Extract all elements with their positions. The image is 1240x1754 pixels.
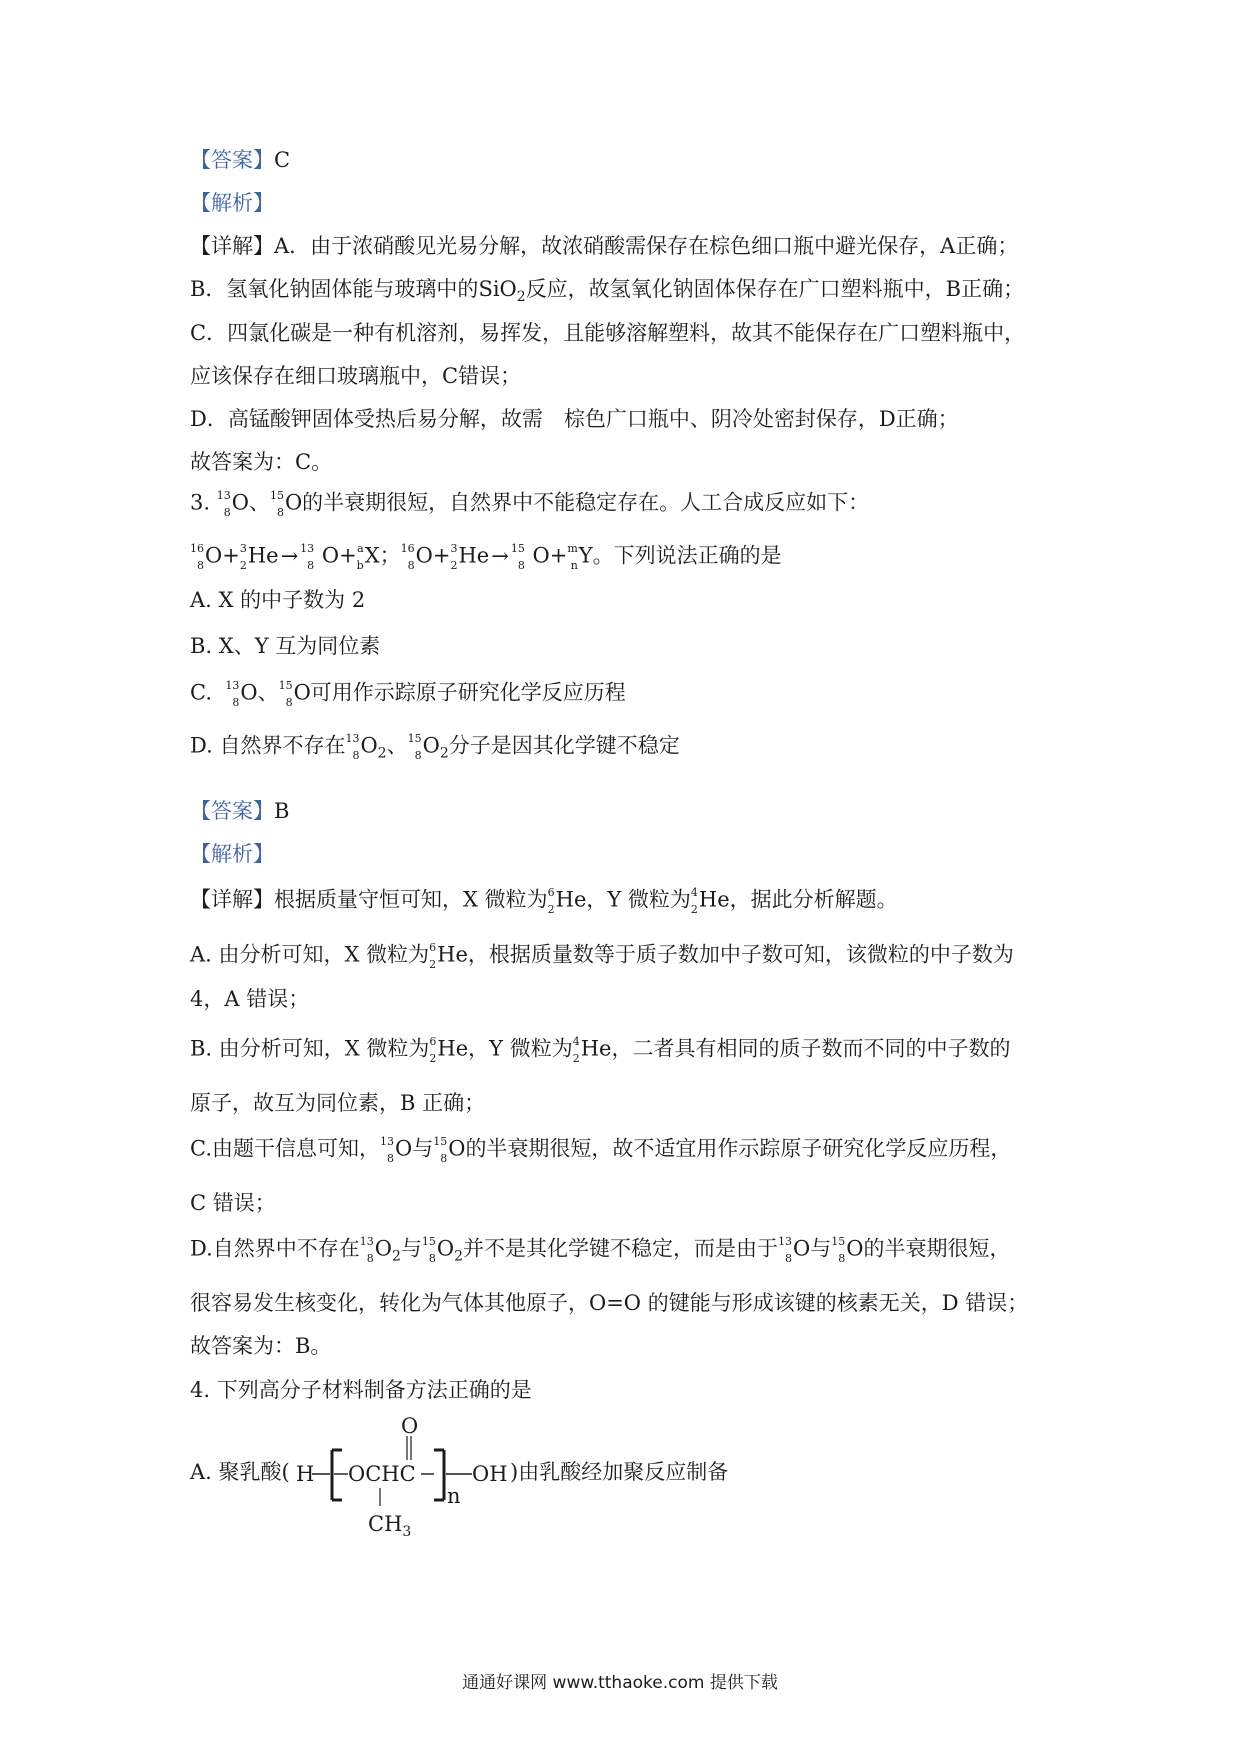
- q3-detail-d2: 很容易发生核变化，转化为气体其他原子，O=O 的键能与形成该键的核素无关，D 错误；: [190, 1291, 1029, 1315]
- iso-pre: 4 2: [572, 1035, 580, 1065]
- label: C.: [190, 680, 212, 705]
- q3-detail-b: B. 由分析可知，X 微粒为 6 2 He，Y 微粒为 4 2 He，二者具有相同的质子数而不同的中子数的: [190, 1035, 1011, 1065]
- q4-option-a-label: A. 聚乳酸(: [190, 1460, 290, 1484]
- sep: 、: [386, 733, 408, 758]
- iso-pre: 16 8: [400, 542, 415, 572]
- q4-option-a-text: )由乳酸经加聚反应制备: [510, 1460, 729, 1484]
- text: 。下列说法正确的是: [592, 543, 782, 568]
- text: 分子是因其化学键不稳定: [448, 733, 680, 758]
- text: 的半衰期很短，自然界中不能稳定存在。人工合成反应如下：: [302, 490, 870, 515]
- formula-ch3: [368, 1512, 411, 1540]
- formula-h: H: [296, 1462, 315, 1486]
- text: 根据质量守恒可知，X 微粒为: [274, 887, 548, 912]
- detail-line-c2: 应该保存在细口玻璃瓶中，C错误；: [190, 364, 522, 388]
- q4-stem: 4. 下列高分子材料制备方法正确的是: [190, 1378, 532, 1402]
- text: ，据此分析解题。: [729, 887, 898, 912]
- iso-pre: 15 8: [407, 732, 422, 762]
- detail-tag: 【详解】: [190, 887, 274, 912]
- detail-tag: 【详解】: [190, 234, 274, 258]
- iso-pre: m n: [567, 542, 578, 572]
- iso-pre: 15 8: [510, 542, 525, 572]
- iso-pre: 3 2: [450, 542, 458, 572]
- text: ，Y 微粒为: [586, 887, 691, 912]
- text: 可用作示踪原子研究化学反应历程: [310, 680, 626, 705]
- iso-pre: 13 8: [778, 1235, 793, 1265]
- iso-pre: 6 2: [429, 1035, 437, 1065]
- iso-pre: 13 8: [359, 1235, 374, 1265]
- formula-oh: OH: [472, 1462, 508, 1486]
- conclusion-line: 故答案为：C。: [190, 450, 333, 474]
- iso-pre: 16 8: [190, 542, 204, 572]
- detail-line-c: C．四氯化碳是一种有机溶剂，易挥发，且能够溶解塑料，故其不能保存在广口塑料瓶中，: [190, 321, 1026, 345]
- answer-tag: 【答案】: [190, 148, 274, 172]
- q3-detail-d: D.自然界中不存在 13 8 $O_2$与 15 8 $O_2$并不是其化学键不稳定，而是由于 13 8 O与 15 8 O的半衰期很短，: [190, 1235, 1011, 1265]
- iso-pre: 15 8: [421, 1235, 436, 1265]
- answer-line-2: [190, 801, 289, 822]
- q3-option-d: D. 自然界不存在 13 8 $O_2$、 15 8 $O_2$分子是因其化学键不稳定: [190, 732, 680, 762]
- iso-pre: a b: [356, 542, 364, 572]
- formula-sio2: SiO: [478, 277, 517, 301]
- detail-line-d: D．高锰酸钾固体受热后易分解，故需 棕色广口瓶中、阴冷处密封保存，D正确；: [190, 407, 959, 431]
- q3-option-c: C. 13 8 O、 15 8 O可用作示踪原子研究化学反应历程: [190, 679, 626, 709]
- analysis-tag-2: 【解析】: [190, 842, 274, 866]
- iso-pre: 6 2: [429, 941, 437, 971]
- text: D.自然界中不存在: [190, 1236, 360, 1261]
- iso-pre: 3 2: [239, 542, 247, 572]
- formula-body: OCHC: [348, 1462, 416, 1486]
- q3-detail-0: 【详解】根据质量守恒可知，X 微粒为 6 2 He，Y 微粒为 4 2 He，据此分析解题。: [190, 886, 898, 916]
- subscript: 2: [516, 289, 526, 305]
- q3-option-b: B. X、Y 互为同位素: [190, 634, 381, 658]
- q3-detail-a: A. 由分析可知，X 微粒为 6 2 He，根据质量数等于质子数加中子数可知，该微粒的中子数为: [190, 941, 1014, 971]
- q3-option-a: A. X 的中子数为 2: [190, 588, 366, 612]
- text: 与: [412, 1136, 434, 1161]
- footer-source: 通通好课网 www.tthaoke.com 提供下载: [462, 1673, 778, 1693]
- q3-detail-c2: C 错误；: [190, 1191, 276, 1215]
- text: B. 由分析可知，X 微粒为: [190, 1036, 430, 1061]
- iso-pre: 15 8: [278, 679, 293, 709]
- iso-pre: 13 8: [300, 542, 315, 572]
- iso-pre: 15 8: [831, 1235, 846, 1265]
- answer-value: B: [274, 799, 290, 823]
- answer-tag: 【答案】: [190, 799, 274, 823]
- detail-line-b: [190, 279, 1024, 304]
- text: ，Y 微粒为: [468, 1036, 573, 1061]
- detail-line-a: [190, 236, 1018, 257]
- text: ，根据质量数等于质子数加中子数可知，该微粒的中子数为: [467, 942, 1014, 967]
- text: 的半衰期很短，: [863, 1236, 1011, 1261]
- q3-equation: 16 8 O+ 3 2 He→ 13 8 O+ a b X； 16 8 O+ 3 2 He→ 15 8 O+ m n Y。下列说法正确的是: [190, 542, 782, 572]
- text: 并不是其化学键不稳定，而是由于: [463, 1236, 779, 1261]
- text: ，二者具有相同的质子数而不同的中子数的: [611, 1036, 1011, 1061]
- text: A. 由分析可知，X 微粒为: [190, 942, 430, 967]
- iso-pre: 4 2: [690, 886, 698, 916]
- q3-conclusion: 故答案为：B。: [190, 1334, 332, 1358]
- detail-text: A．由于浓硝酸见光易分解，故浓硝酸需保存在棕色细口瓶中避光保存，A正确；: [274, 234, 1019, 258]
- q3-detail-c: C.由题干信息可知， 13 8 O与 15 8 O的半衰期很短，故不适宜用作示踪原子研究化学反应历程，: [190, 1135, 1012, 1165]
- ch: CH: [368, 1512, 403, 1536]
- sep: 、: [248, 490, 270, 515]
- label: D. 自然界不存在: [190, 733, 346, 758]
- formula-n: n: [447, 1484, 461, 1508]
- text: 与: [400, 1236, 422, 1261]
- sep: 、: [257, 680, 279, 705]
- answer-line-1: [190, 150, 290, 171]
- q3-stem: 3. 13 8 O、 15 8 O的半衰期很短，自然界中不能稳定存在。人工合成反应如下：: [190, 489, 870, 519]
- analysis-tag-1: 【解析】: [190, 191, 274, 215]
- iso-pre: 13 8: [345, 732, 360, 762]
- text: 与: [810, 1236, 832, 1261]
- iso-pre: 15 8: [433, 1135, 448, 1165]
- q3-detail-a2: 4，A 错误；: [190, 987, 310, 1011]
- iso-pre: 13 8: [225, 679, 240, 709]
- text: 反应，故氢氧化钠固体保存在广口塑料瓶中，B正确；: [525, 277, 1025, 301]
- iso-pre: 6 2: [547, 886, 555, 916]
- text: B．氢氧化钠固体能与玻璃中的: [190, 277, 479, 301]
- iso-pre: 13 8: [380, 1135, 394, 1165]
- question-number: 3.: [190, 490, 211, 515]
- isotope-O15: 15 8: [269, 489, 284, 519]
- text: 的半衰期很短，故不适宜用作示踪原子研究化学反应历程，: [465, 1136, 1012, 1161]
- formula-carbonyl-o: O: [401, 1414, 419, 1438]
- q3-detail-b2: 原子，故互为同位素，B 正确；: [190, 1091, 486, 1115]
- answer-value: C: [274, 148, 291, 172]
- isotope-O13: 13 8: [216, 489, 231, 519]
- subscript: 3: [402, 1524, 412, 1540]
- text: C.由题干信息可知，: [190, 1136, 380, 1161]
